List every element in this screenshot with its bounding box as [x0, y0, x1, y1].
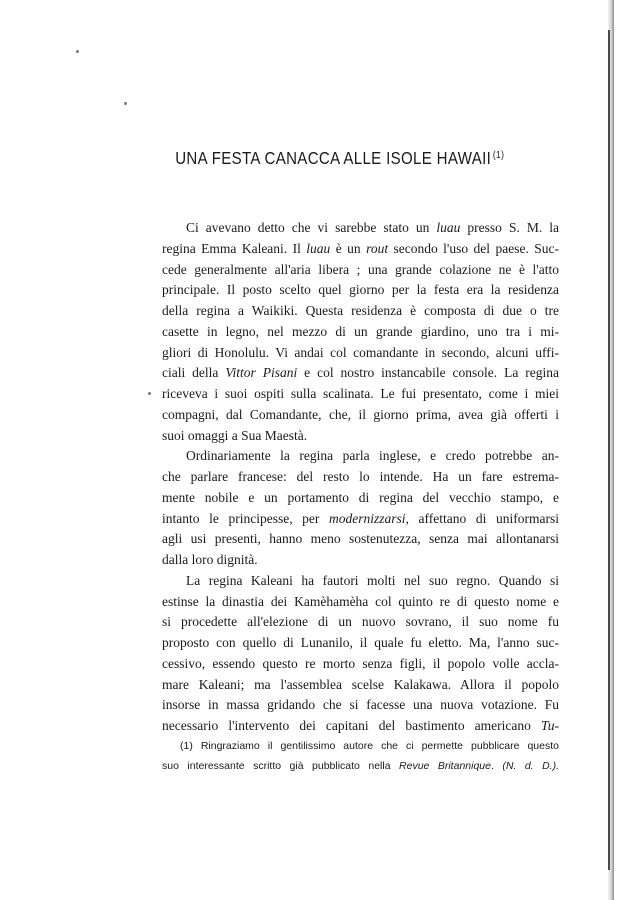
scan-speck	[148, 392, 151, 395]
text-line: compagni, dal Comandante, che, il giorno prima, avea già offerti i	[162, 406, 559, 422]
scan-speck	[76, 50, 79, 53]
chapter-title-text: UNA FESTA CANACCA ALLE ISOLE HAWAII	[175, 148, 492, 168]
text-line: proposto con quello di Lunanilo, il quale fu eletto. Ma, l'anno suc-	[162, 635, 559, 650]
text-line: insorse in massa gridando che si facesse una nuova votazione. Fu	[162, 697, 559, 713]
text-line: necessario l'intervento dei capitani del bastimento americano Tu-	[162, 718, 559, 733]
text-line: cessivo, essendo questo re morto senza figli, il popolo volle accla-	[162, 655, 559, 671]
text-line: che parlare francese: del resto lo intende. Ha un fare estrema-	[162, 469, 559, 484]
text-line: intanto le principesse, per modernizzarsi, affettano di uniformarsi	[162, 510, 559, 526]
footnote-marker: (1)	[492, 150, 505, 161]
body-text	[162, 218, 559, 737]
text-line: mente nobile e un portamento di regina del vecchio stampo, e	[162, 489, 559, 505]
footnote	[162, 736, 559, 776]
footnote-line: (1) Ringraziamo il gentilissimo autore che ci permette pubblicare questo	[180, 740, 559, 752]
text-line: La regina Kaleani ha fautori molti nel suo regno. Quando si	[186, 572, 559, 588]
footnote-line: suo interessante scritto già pubblicato nella Revue Britannique. (N. d. D.).	[162, 760, 559, 772]
text-line: mare Kaleani; ma l'assemblea scelse Kalakawa. Allora il popolo	[162, 676, 559, 692]
text-line: gliori di Honolulu. Vi andai col comandante in secondo, alcuni uffi-	[162, 344, 559, 360]
text-line: principale. Il posto scelto quel giorno per la festa era la residenza	[162, 282, 559, 298]
text-line: dalla loro dignità.	[162, 552, 258, 567]
text-line: si procedette all'elezione di un nuovo sovrano, il suo nome fu	[162, 614, 559, 630]
text-line: casette in legno, nel mezzo di un grande giardino, uno tra i mi-	[162, 323, 559, 339]
text-line: riceveva i suoi ospiti sulla scalinata. Le fui presentato, come i miei	[162, 386, 559, 401]
text-line: agli usi presenti, hanno meno sostenutezza, senza mai allontanarsi	[162, 531, 559, 547]
page-binding-edge	[608, 30, 610, 870]
text-line: cede generalmente all'aria libera ; una grande colazione ne è l'atto	[162, 261, 559, 277]
text-line: Ordinariamente la regina parla inglese, e credo potrebbe an-	[186, 448, 559, 464]
text-line: ciali della Vittor Pisani e col nostro instancabile console. La regina	[162, 365, 559, 381]
text-line: estinse la dinastia dei Kamèhamèha col quinto re di questo nome e	[162, 593, 559, 609]
text-line: suoi omaggi a Sua Maestà.	[162, 427, 308, 443]
text-line: della regina a Waikiki. Questa residenza è composta di due o tre	[162, 303, 559, 318]
text-line: Ci avevano detto che vi sarebbe stato un luau presso S. M. la	[186, 220, 560, 235]
chapter-title	[175, 148, 505, 169]
text-line: regina Emma Kaleani. Il luau è un rout secondo l'uso del paese. Suc-	[162, 240, 559, 256]
scan-speck	[124, 102, 127, 105]
